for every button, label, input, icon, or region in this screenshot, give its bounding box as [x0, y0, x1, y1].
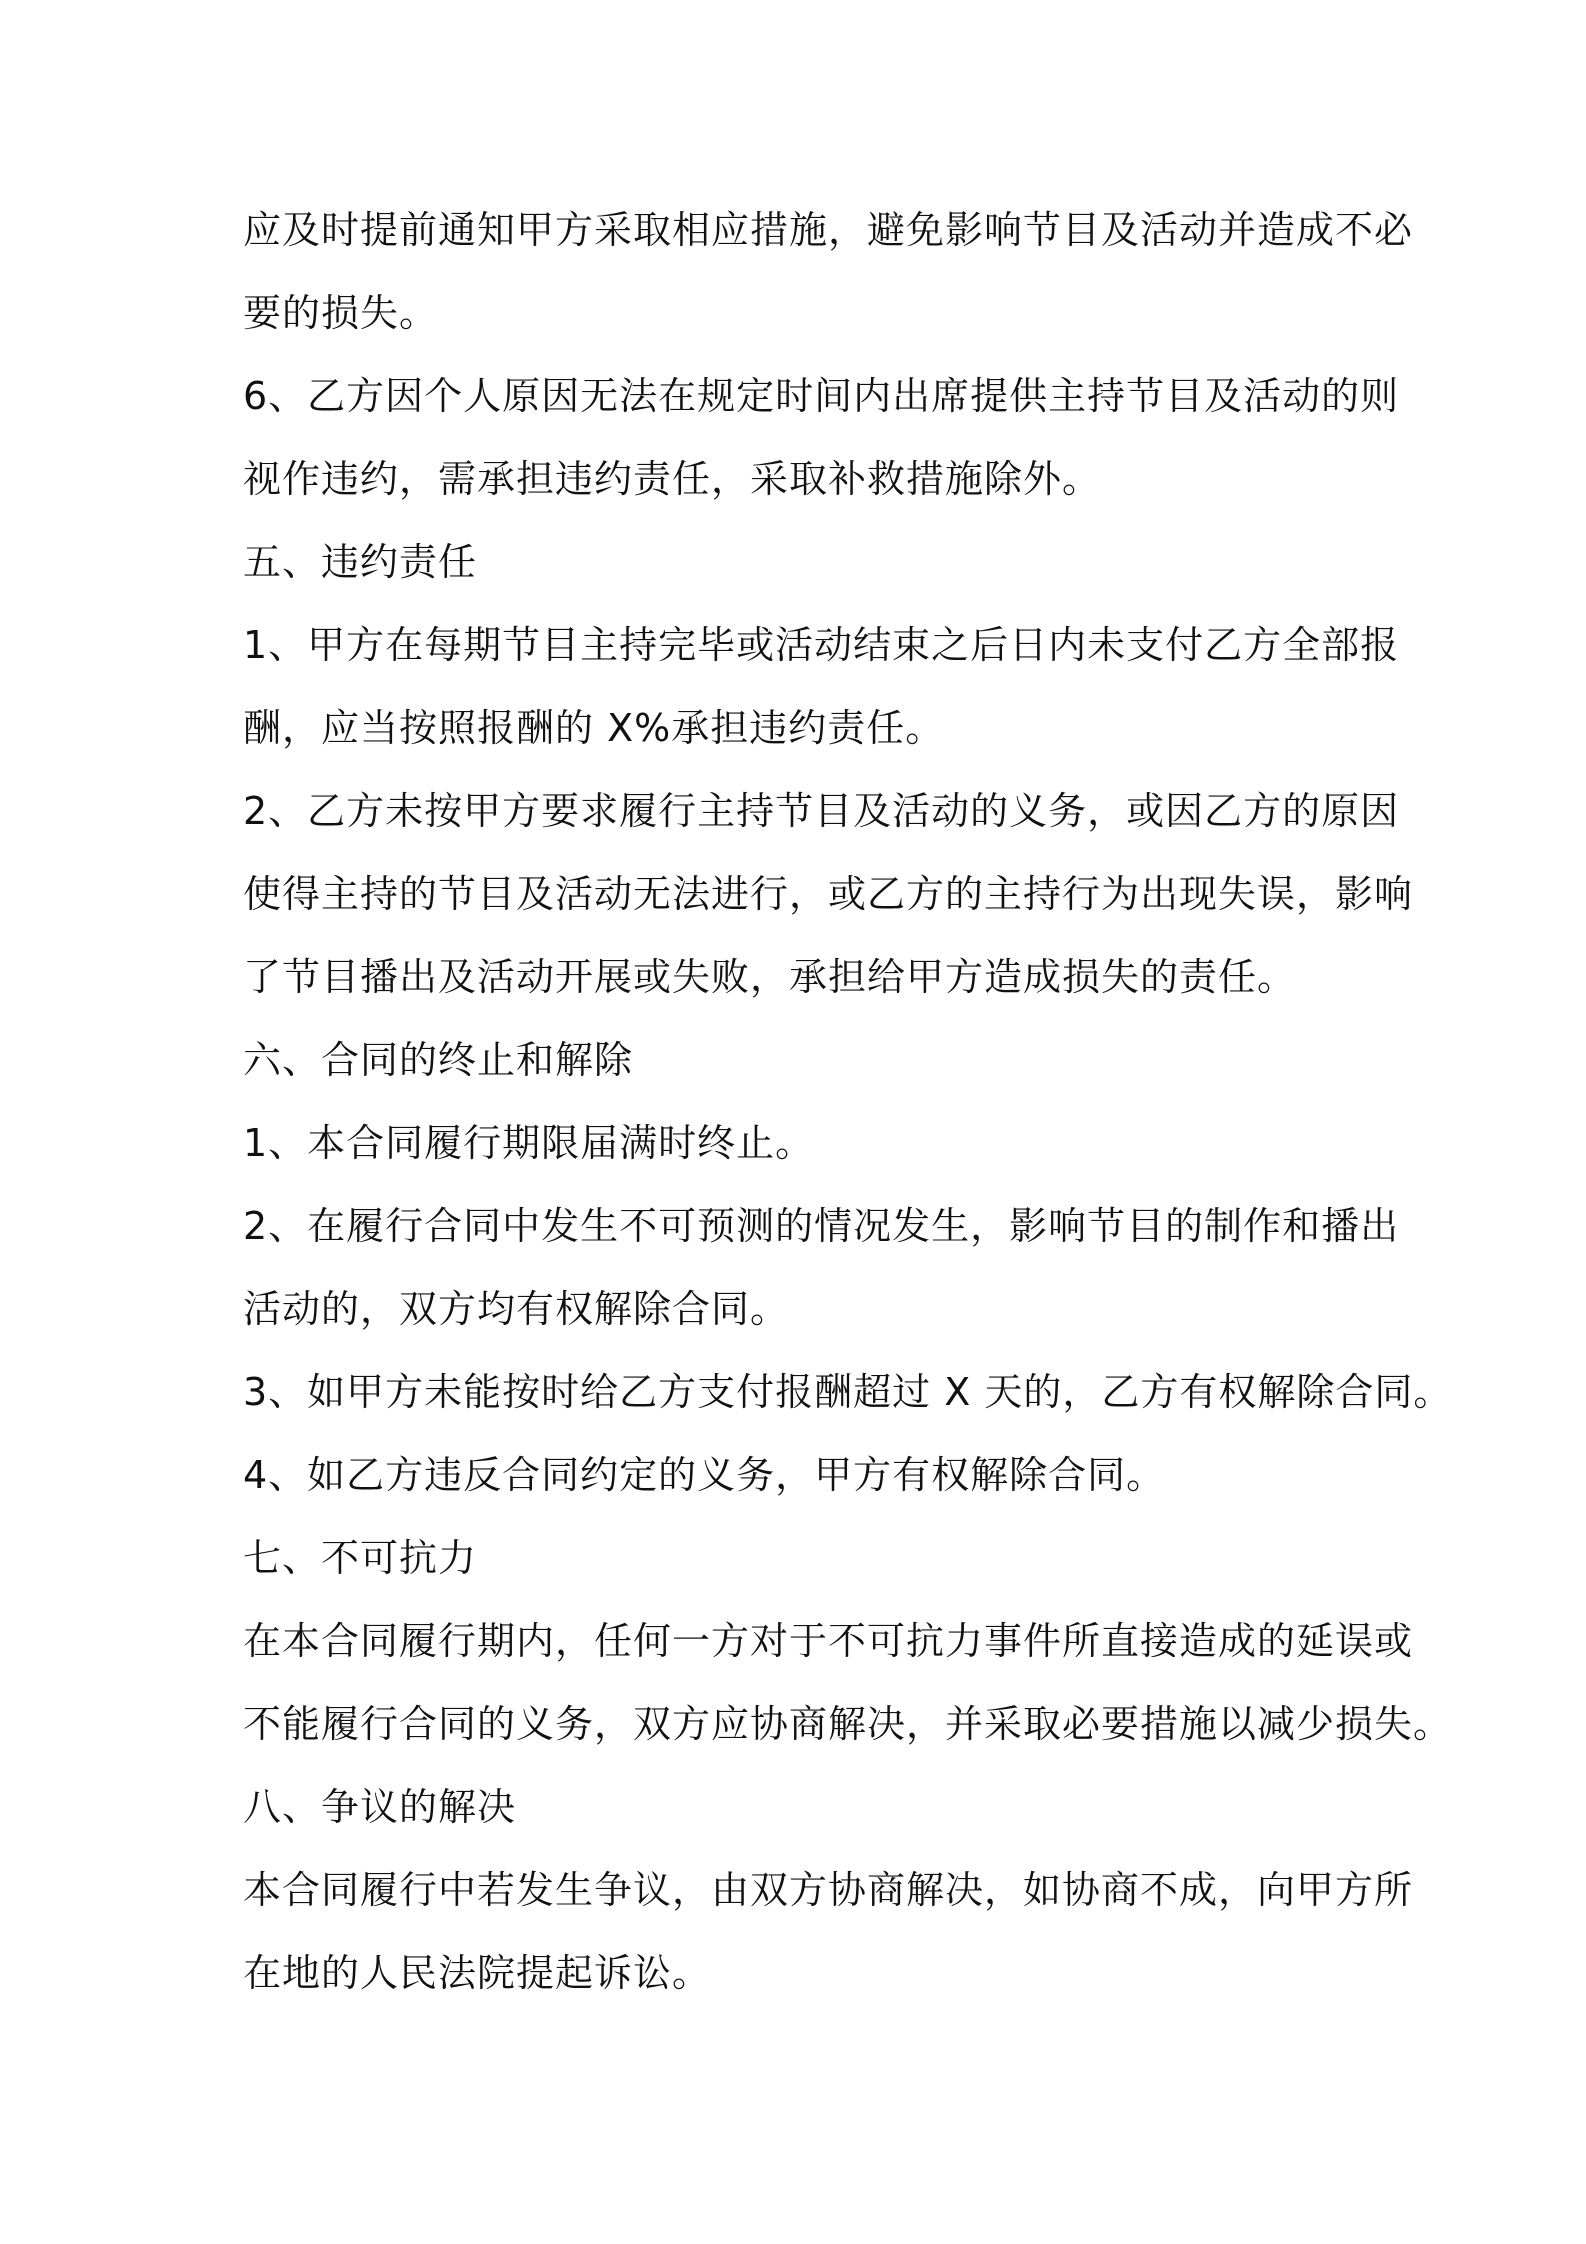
paragraph-line: 视作违约，需承担违约责任，采取补救措施除外。 [243, 457, 1102, 501]
paragraph-line: 要的损失。 [243, 291, 439, 335]
paragraph-line: 在本合同履行期内，任何一方对于不可抗力事件所直接造成的延误或 [243, 1619, 1414, 1663]
paragraph-line: 本合同履行中若发生争议，由双方协商解决，如协商不成，向甲方所 [243, 1868, 1414, 1912]
paragraph-line: 活动的，双方均有权解除合同。 [243, 1287, 790, 1331]
paragraph-line: 2、在履行合同中发生不可预测的情况发生，影响节目的制作和播出 [243, 1204, 1400, 1248]
paragraph-line: 6、乙方因个人原因无法在规定时间内出席提供主持节目及活动的则 [243, 374, 1400, 418]
paragraph-line: 应及时提前通知甲方采取相应措施，避免影响节目及活动并造成不必 [243, 208, 1414, 252]
paragraph-line: 3、如甲方未能按时给乙方支付报酬超过 X 天的，乙方有权解除合同。 [243, 1370, 1453, 1414]
paragraph-line: 酬，应当按照报酬的 X%承担违约责任。 [243, 706, 945, 750]
section-heading: 七、不可抗力 [243, 1536, 478, 1580]
paragraph-line: 在地的人民法院提起诉讼。 [243, 1951, 712, 1995]
section-heading: 五、违约责任 [243, 540, 478, 584]
paragraph-line: 1、本合同履行期限届满时终止。 [243, 1121, 815, 1165]
section-heading: 六、合同的终止和解除 [243, 1038, 634, 1082]
paragraph-line: 1、甲方在每期节目主持完毕或活动结束之后日内未支付乙方全部报 [243, 623, 1400, 667]
paragraph-line: 不能履行合同的义务，双方应协商解决，并采取必要措施以减少损失。 [243, 1702, 1453, 1746]
paragraph-line: 了节目播出及活动开展或失败，承担给甲方造成损失的责任。 [243, 955, 1297, 999]
paragraph-line: 2、乙方未按甲方要求履行主持节目及活动的义务，或因乙方的原因 [243, 789, 1400, 833]
section-heading: 八、争议的解决 [243, 1785, 517, 1829]
paragraph-line: 4、如乙方违反合同约定的义务，甲方有权解除合同。 [243, 1453, 1166, 1497]
paragraph-line: 使得主持的节目及活动无法进行，或乙方的主持行为出现失误，影响 [243, 872, 1414, 916]
